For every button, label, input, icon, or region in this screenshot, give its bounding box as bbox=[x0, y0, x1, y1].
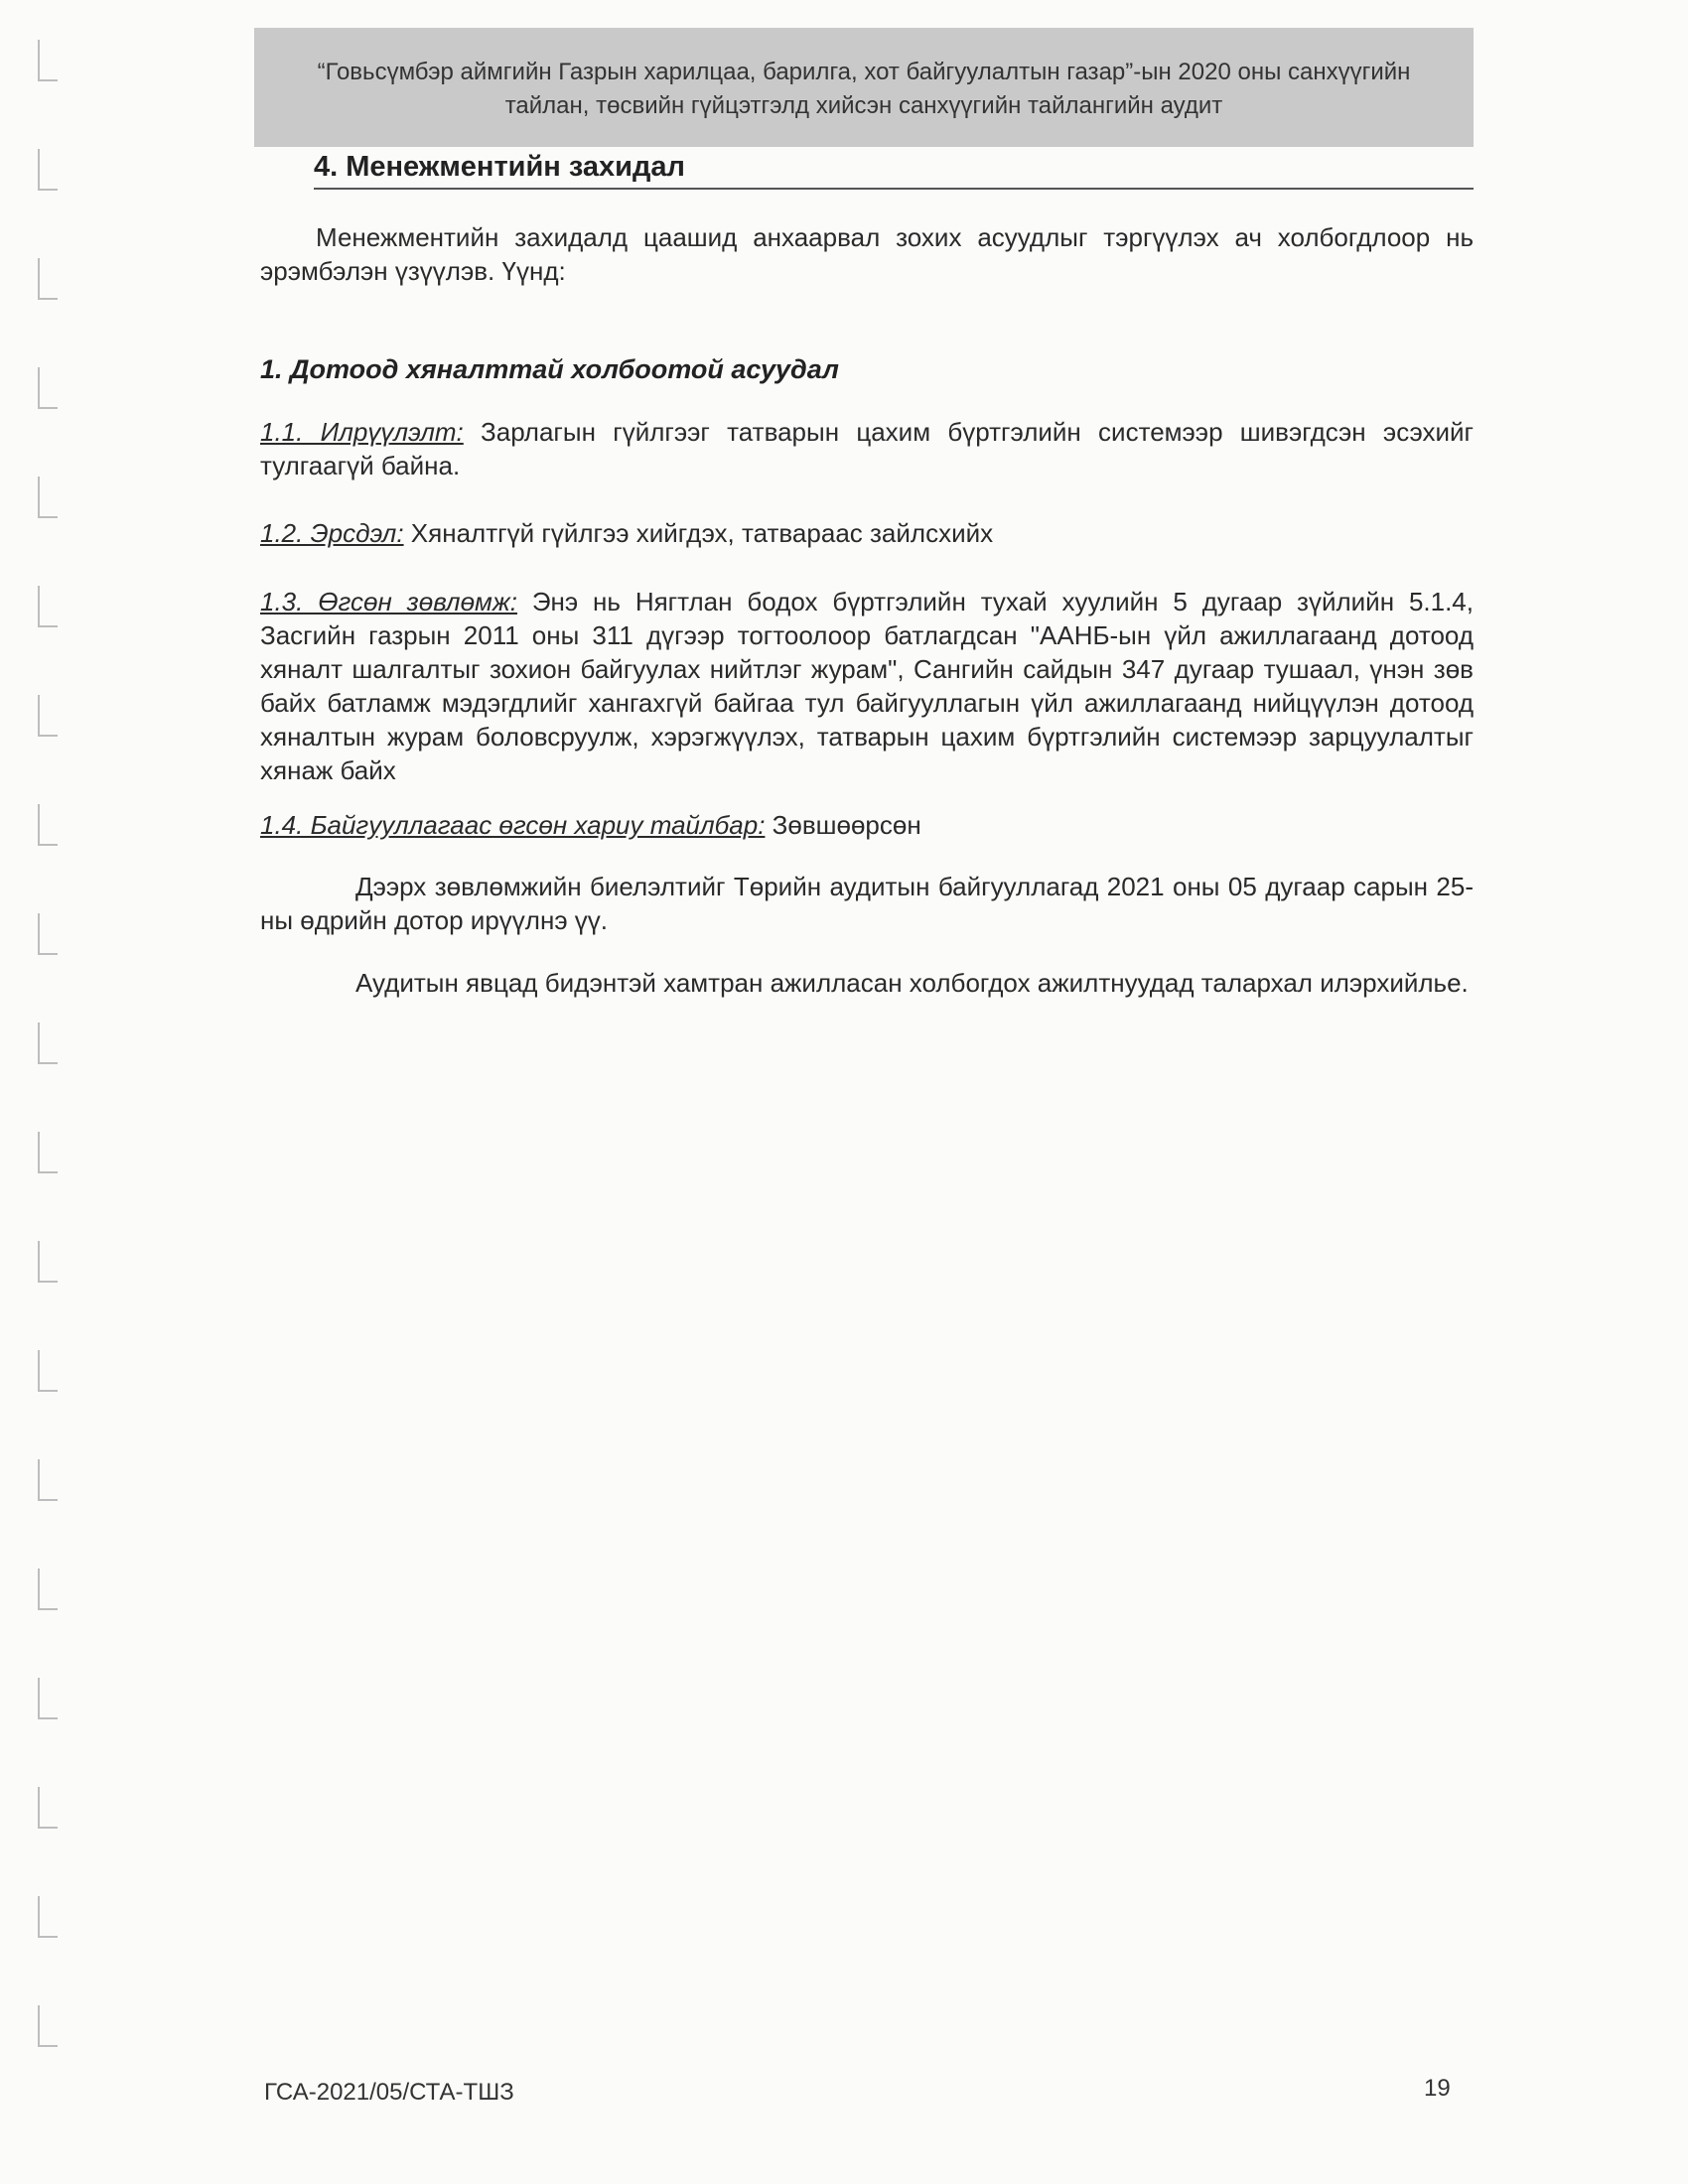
item-response bbox=[260, 808, 1474, 842]
thanks-paragraph: Аудитын явцад бидэнтэй хамтран ажилласан холбогдох ажилтнуудад талархал илэрхийлье. bbox=[355, 968, 1469, 998]
binder-mark bbox=[38, 695, 58, 737]
item-detection-label: 1.1. Илрүүлэлт: bbox=[260, 417, 464, 447]
binder-mark bbox=[38, 149, 58, 191]
issue-title: 1. Дотоод хяналттай холбоотой асуудал bbox=[260, 354, 839, 384]
section-title: 4. Менежментийн захидал bbox=[314, 151, 1474, 190]
binder-edge-marks bbox=[38, 40, 68, 2144]
item-recommendation bbox=[260, 585, 1474, 787]
binder-mark bbox=[38, 1350, 58, 1392]
deadline-paragraph: Дээрх зөвлөмжийн биелэлтийг Төрийн аудитын байгууллагад 2021 оны 05 дугаар сарын 25-ны өдрийн дотор ирүүлнэ үү. bbox=[260, 872, 1474, 935]
header-line-2: тайлан, төсвийн гүйцэтгэлд хийсэн санхүүгийн тайлангийн аудит bbox=[504, 92, 1223, 119]
page-number: 19 bbox=[1424, 2075, 1451, 2102]
item-detection-text: Зарлагын гүйлгээг татварын цахим бүртгэлийн системээр шивэгдсэн эсэхийг тулгаагүй байна. bbox=[260, 417, 1474, 480]
header-line-1: “Говьсүмбэр аймгийн Газрын харилцаа, барилга, хот байгуулалтын газар”-ын 2020 оны санхүүгийн bbox=[317, 59, 1411, 85]
intro-paragraph: Менежментийн захидалд цаашид анхаарвал зохих асуудлыг тэргүүлэх ач холбогдлоор нь эрэмбэлэн үзүүлэв. Үүнд: bbox=[260, 222, 1474, 286]
binder-mark bbox=[38, 1896, 58, 1938]
document-code: ГСА-2021/05/СТА-ТШЗ bbox=[264, 2079, 514, 2106]
binder-mark bbox=[38, 913, 58, 955]
item-risk-label: 1.2. Эрсдэл: bbox=[260, 518, 404, 548]
binder-mark bbox=[38, 586, 58, 627]
binder-mark bbox=[38, 1132, 58, 1173]
item-risk-text: Хяналтгүй гүйлгээ хийгдэх, татвараас зайлсхийх bbox=[403, 518, 994, 548]
item-detection bbox=[260, 415, 1474, 482]
binder-mark bbox=[38, 1569, 58, 1610]
document-header bbox=[254, 28, 1474, 147]
binder-mark bbox=[38, 258, 58, 300]
binder-mark bbox=[38, 1023, 58, 1064]
item-response-label: 1.4. Байгууллагаас өгсөн хариу тайлбар: bbox=[260, 810, 766, 840]
binder-mark bbox=[38, 2005, 58, 2047]
binder-mark bbox=[38, 1241, 58, 1283]
item-response-text: Зөвшөөрсөн bbox=[765, 810, 921, 840]
item-recommendation-label: 1.3. Өгсөн зөвлөмж: bbox=[260, 587, 517, 616]
binder-mark bbox=[38, 367, 58, 409]
item-recommendation-text: Энэ нь Нягтлан бодох бүртгэлийн тухай хуулийн 5 дугаар зүйлийн 5.1.4, Засгийн газрын 2011 оны 311 дүгээр тогтоолоор батлагдсан "ААНБ-ын үйл ажиллагаанд дотоод хяналт шалгалтыг зохион байгуулах нийтлэг журам", Сангийн сайдын 347 дугаар тушаал, үнэн зөв байх батламж мэдэгдлийг хангахгүй байгаа тул байгууллагын үйл ажиллагаанд нийцүүлэн дотоод хяналтын журам боловсруулж, хэрэгжүүлэх, татварын цахим бүртгэлийн системээр зарцуулалтыг хянаж байх bbox=[260, 587, 1474, 785]
binder-mark bbox=[38, 1787, 58, 1829]
binder-mark bbox=[38, 1678, 58, 1719]
binder-mark bbox=[38, 804, 58, 846]
binder-mark bbox=[38, 40, 58, 81]
binder-mark bbox=[38, 477, 58, 518]
item-risk bbox=[260, 516, 1474, 550]
binder-mark bbox=[38, 1459, 58, 1501]
